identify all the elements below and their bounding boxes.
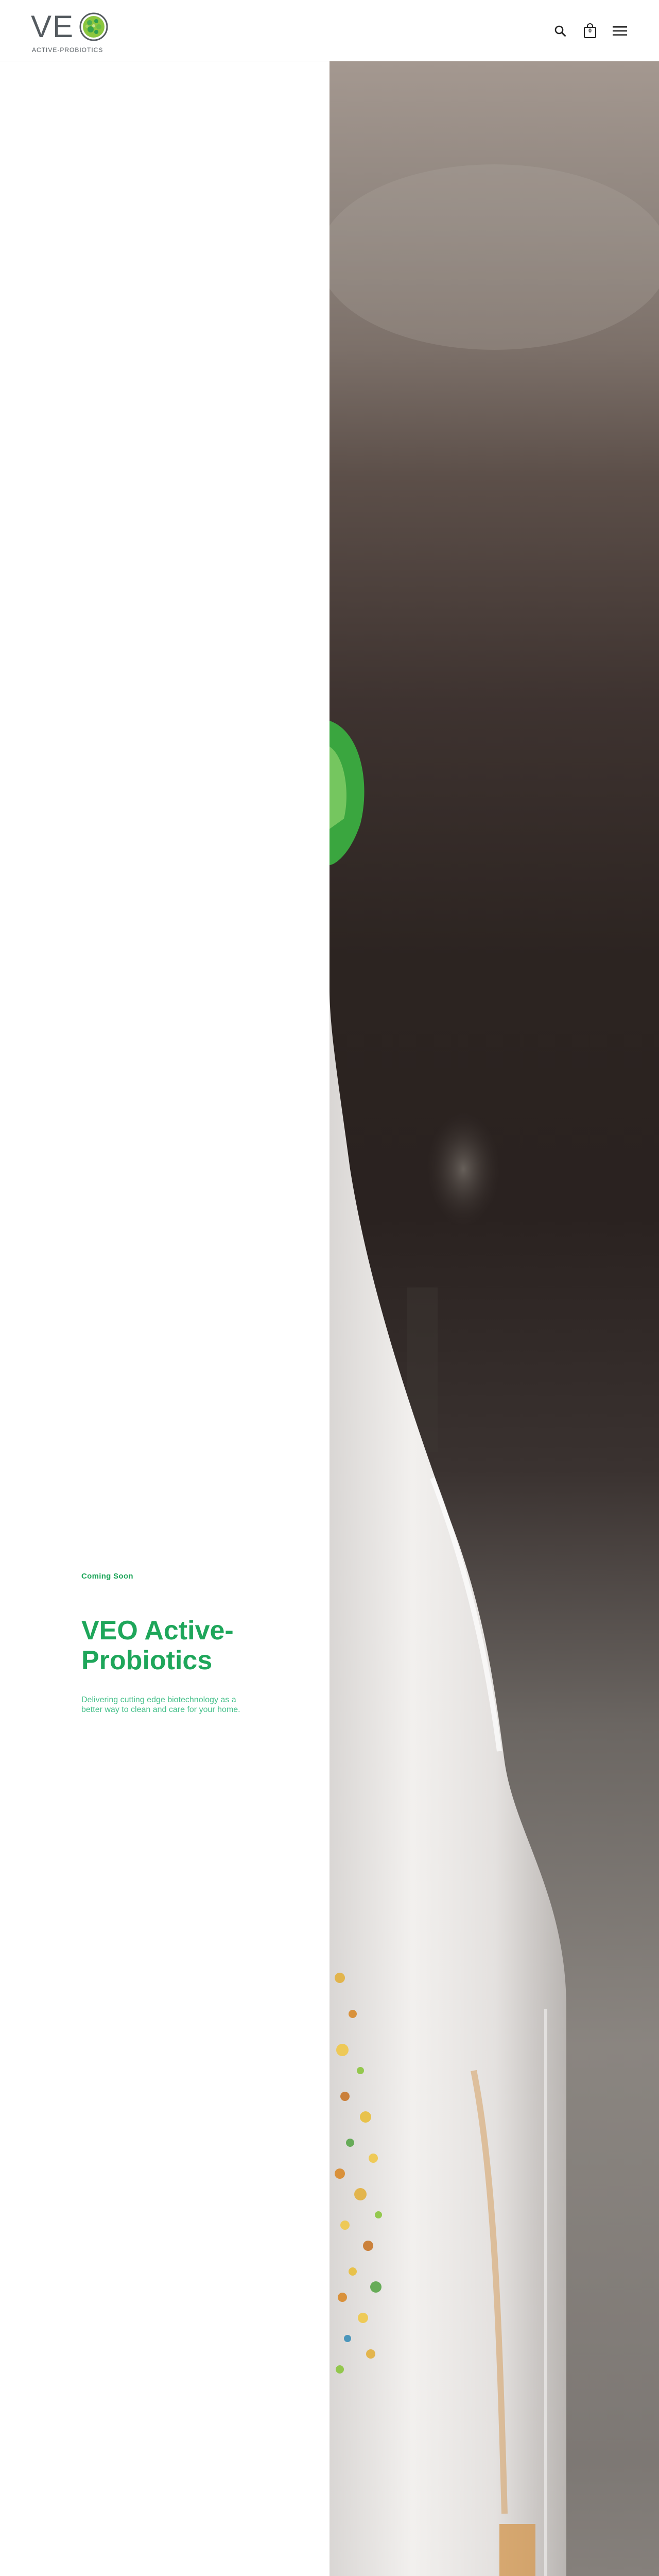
search-icon xyxy=(554,25,566,37)
search-button[interactable] xyxy=(552,23,568,39)
hero-section xyxy=(0,61,659,2576)
cart-wrapper xyxy=(583,23,597,39)
product-bottle-photo xyxy=(330,61,659,2576)
logo-tagline: ACTIVE-PROBIOTICS xyxy=(32,46,103,54)
hero-description: Delivering cutting edge biotechnology as a better way to clean and care for your home. xyxy=(81,1696,240,1714)
hero-product-image xyxy=(330,61,659,2576)
logo-o-emblem xyxy=(79,12,108,41)
hero-title: VEO Active-Probiotics xyxy=(81,1616,234,1675)
cart-button[interactable] xyxy=(582,23,598,39)
site-header xyxy=(0,0,659,61)
cart-count: 0 xyxy=(588,28,592,34)
logo-link[interactable] xyxy=(31,9,108,53)
header-actions xyxy=(552,22,628,40)
menu-button[interactable] xyxy=(612,23,628,39)
hero-eyebrow: Coming Soon xyxy=(81,1572,133,1581)
hero-text-panel xyxy=(0,61,330,2576)
menu-icon xyxy=(613,25,627,37)
hero-content xyxy=(81,1572,256,1715)
logo-wordmark: VE xyxy=(31,9,75,44)
